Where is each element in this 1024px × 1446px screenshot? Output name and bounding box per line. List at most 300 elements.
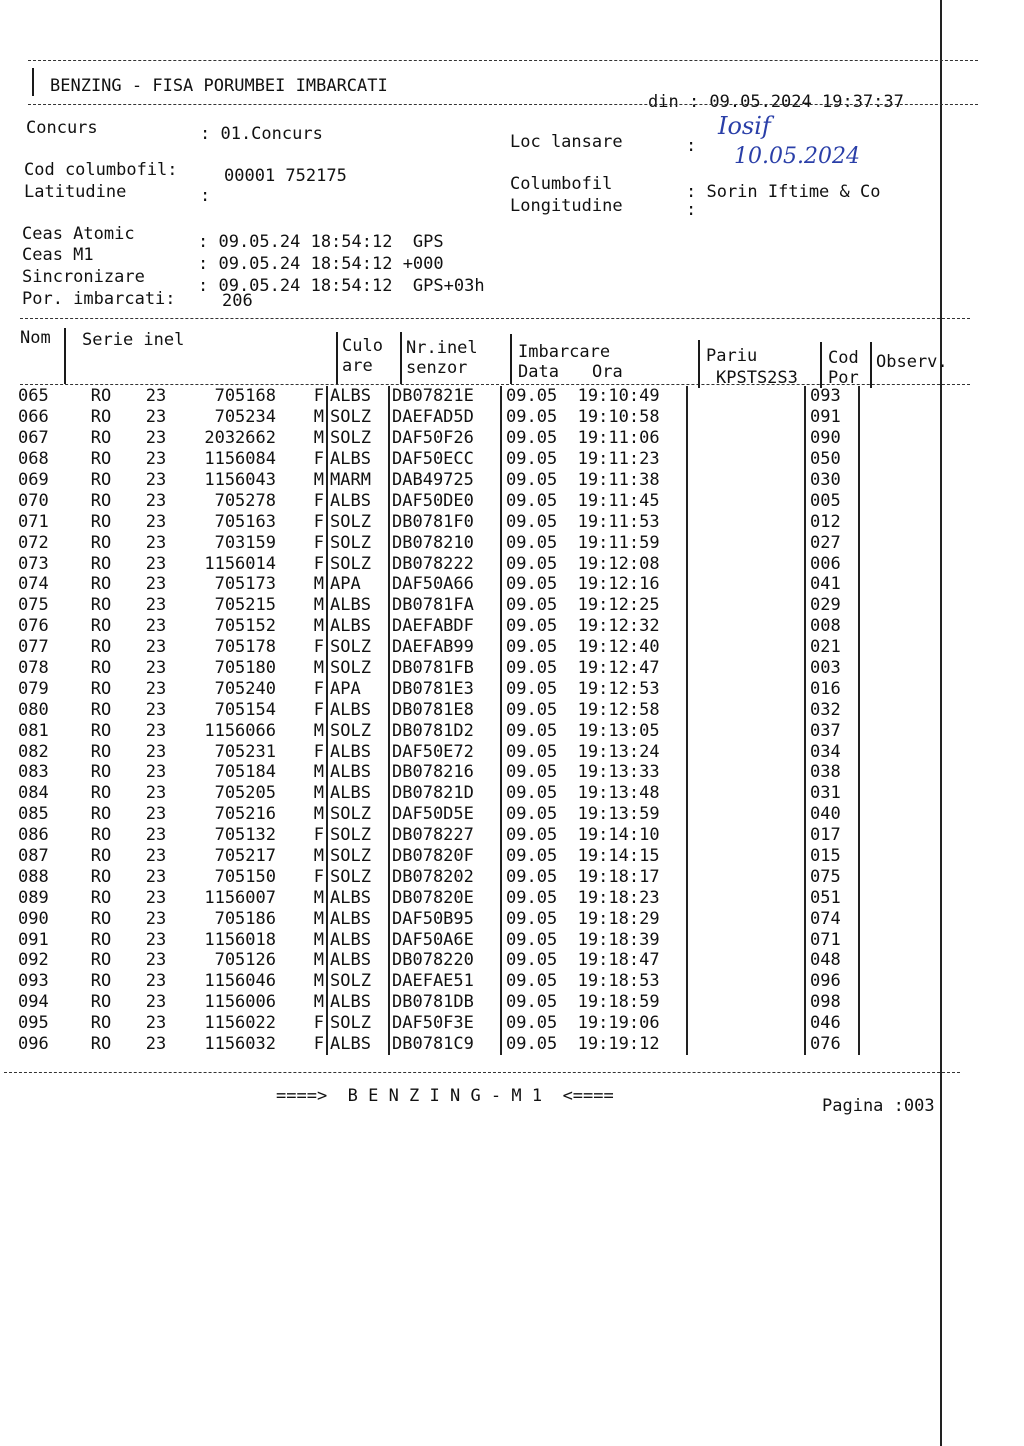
row-ora: 19:14:10 bbox=[577, 825, 660, 846]
row-an: 23 bbox=[145, 804, 167, 825]
sincronizare-label: Sincronizare bbox=[22, 267, 145, 287]
col-senzor-header-1: Nr.inel bbox=[406, 338, 478, 358]
table-row bbox=[18, 1034, 920, 1055]
row-sex: F bbox=[313, 1034, 324, 1055]
footer-banner: ====> B E N Z I N G - M 1 <==== bbox=[276, 1086, 614, 1106]
row-pariu bbox=[687, 971, 805, 992]
row-sex: M bbox=[313, 887, 324, 908]
row-data-ora bbox=[501, 637, 687, 658]
handwritten-name: Iosif bbox=[718, 112, 771, 140]
row-nom: 081 bbox=[18, 720, 49, 741]
row-ora: 19:11:06 bbox=[577, 428, 660, 449]
row-senzor: DAB49725 bbox=[389, 470, 501, 491]
row-pariu bbox=[687, 574, 805, 595]
table-row bbox=[18, 678, 920, 699]
row-culoare: SOLZ bbox=[327, 553, 389, 574]
row-tara: RO bbox=[90, 428, 112, 449]
col-data-header: Data bbox=[518, 362, 559, 382]
row-inel: 1156084 bbox=[204, 449, 276, 470]
row-senzor: DAEFAE51 bbox=[389, 971, 501, 992]
row-an: 23 bbox=[145, 1034, 167, 1055]
row-inel: 705168 bbox=[214, 386, 276, 407]
row-data: 09.05 bbox=[506, 992, 558, 1013]
row-sex: F bbox=[313, 678, 324, 699]
row-ora: 19:12:47 bbox=[577, 658, 660, 679]
row-senzor: DAF50E72 bbox=[389, 741, 501, 762]
row-observ bbox=[859, 470, 920, 491]
paper-edge-line bbox=[940, 0, 942, 1446]
row-an: 23 bbox=[145, 866, 167, 887]
row-data-ora bbox=[501, 532, 687, 553]
row-data-ora bbox=[501, 950, 687, 971]
row-data-ora bbox=[501, 971, 687, 992]
table-row bbox=[18, 511, 920, 532]
row-ora: 19:14:15 bbox=[577, 846, 660, 867]
row-pariu bbox=[687, 699, 805, 720]
table-row bbox=[18, 971, 920, 992]
row-inel: 705180 bbox=[214, 658, 276, 679]
row-ora: 19:13:24 bbox=[577, 741, 660, 762]
row-culoare: SOLZ bbox=[327, 720, 389, 741]
row-pariu bbox=[687, 1013, 805, 1034]
row-ora: 19:12:32 bbox=[577, 616, 660, 637]
row-observ bbox=[859, 449, 920, 470]
row-tara: RO bbox=[90, 637, 112, 658]
row-nom: 087 bbox=[18, 846, 49, 867]
col-sep-cod bbox=[820, 342, 822, 388]
row-cod: 037 bbox=[805, 720, 859, 741]
row-observ bbox=[859, 490, 920, 511]
row-nom: 093 bbox=[18, 971, 49, 992]
row-inel: 1156006 bbox=[204, 992, 276, 1013]
row-observ bbox=[859, 699, 920, 720]
row-culoare: MARM bbox=[327, 470, 389, 491]
row-an: 23 bbox=[145, 741, 167, 762]
row-data: 09.05 bbox=[506, 950, 558, 971]
row-pariu bbox=[687, 678, 805, 699]
table-bottom-rule bbox=[4, 1072, 960, 1073]
row-culoare: SOLZ bbox=[327, 428, 389, 449]
row-culoare: SOLZ bbox=[327, 407, 389, 428]
row-data: 09.05 bbox=[506, 804, 558, 825]
row-cod: 003 bbox=[805, 658, 859, 679]
row-tara: RO bbox=[90, 386, 112, 407]
row-inel: 705215 bbox=[214, 595, 276, 616]
row-tara: RO bbox=[90, 699, 112, 720]
row-observ bbox=[859, 407, 920, 428]
row-observ bbox=[859, 658, 920, 679]
sincronizare-value: : 09.05.24 18:54:12 GPS+03h bbox=[198, 276, 485, 296]
row-pariu bbox=[687, 992, 805, 1013]
row-nom: 094 bbox=[18, 992, 49, 1013]
row-data-ora bbox=[501, 866, 687, 887]
row-nom: 085 bbox=[18, 804, 49, 825]
row-senzor: DB0781E3 bbox=[389, 678, 501, 699]
row-inel: 705278 bbox=[214, 490, 276, 511]
row-tara: RO bbox=[90, 720, 112, 741]
row-an: 23 bbox=[145, 908, 167, 929]
row-data-ora bbox=[501, 699, 687, 720]
row-cod: 027 bbox=[805, 532, 859, 553]
row-pariu bbox=[687, 908, 805, 929]
row-tara: RO bbox=[90, 741, 112, 762]
row-culoare: APA bbox=[327, 678, 389, 699]
row-observ bbox=[859, 929, 920, 950]
row-nom: 095 bbox=[18, 1013, 49, 1034]
loc-lansare-label: Loc lansare bbox=[510, 132, 623, 152]
row-inel: 705216 bbox=[214, 804, 276, 825]
row-pariu bbox=[687, 658, 805, 679]
row-senzor: DAEFAB99 bbox=[389, 637, 501, 658]
row-data: 09.05 bbox=[506, 971, 558, 992]
row-observ bbox=[859, 553, 920, 574]
row-tara: RO bbox=[90, 658, 112, 679]
row-an: 23 bbox=[145, 428, 167, 449]
row-cod: 098 bbox=[805, 992, 859, 1013]
row-observ bbox=[859, 846, 920, 867]
row-senzor: DB078210 bbox=[389, 532, 501, 553]
header-top-rule bbox=[28, 60, 978, 61]
row-nom: 072 bbox=[18, 532, 49, 553]
row-ora: 19:13:59 bbox=[577, 804, 660, 825]
row-tara: RO bbox=[90, 511, 112, 532]
row-pariu bbox=[687, 532, 805, 553]
row-an: 23 bbox=[145, 929, 167, 950]
row-an: 23 bbox=[145, 887, 167, 908]
row-sex: M bbox=[313, 428, 324, 449]
table-row bbox=[18, 846, 920, 867]
row-nom: 071 bbox=[18, 511, 49, 532]
row-cod: 006 bbox=[805, 553, 859, 574]
row-inel: 705154 bbox=[214, 699, 276, 720]
row-observ bbox=[859, 386, 920, 407]
row-cod: 046 bbox=[805, 1013, 859, 1034]
row-senzor: DB0781C9 bbox=[389, 1034, 501, 1055]
col-observ-header: Observ. bbox=[876, 352, 948, 372]
row-senzor: DB0781E8 bbox=[389, 699, 501, 720]
row-tara: RO bbox=[90, 908, 112, 929]
header-left-bar bbox=[32, 68, 34, 96]
row-observ bbox=[859, 950, 920, 971]
row-sex: M bbox=[313, 971, 324, 992]
row-senzor: DB078222 bbox=[389, 553, 501, 574]
row-an: 23 bbox=[145, 637, 167, 658]
col-sep-nom bbox=[64, 328, 66, 384]
row-data: 09.05 bbox=[506, 762, 558, 783]
row-data-ora bbox=[501, 846, 687, 867]
row-senzor: DB0781FB bbox=[389, 658, 501, 679]
col-sep-imbarcare bbox=[510, 334, 512, 384]
row-ora: 19:12:58 bbox=[577, 699, 660, 720]
row-sex: M bbox=[313, 846, 324, 867]
row-ora: 19:11:53 bbox=[577, 511, 660, 532]
row-inel: 705184 bbox=[214, 762, 276, 783]
row-culoare: SOLZ bbox=[327, 637, 389, 658]
row-data-ora bbox=[501, 992, 687, 1013]
row-sex: M bbox=[313, 470, 324, 490]
row-cod: 075 bbox=[805, 866, 859, 887]
row-data: 09.05 bbox=[506, 616, 558, 637]
row-ora: 19:11:23 bbox=[577, 449, 660, 470]
pigeon-table-body bbox=[18, 386, 920, 1055]
col-culoare-header-2: are bbox=[342, 356, 373, 376]
row-ora: 19:18:59 bbox=[577, 992, 660, 1013]
row-nom: 086 bbox=[18, 825, 49, 846]
table-row bbox=[18, 929, 920, 950]
row-nom: 089 bbox=[18, 887, 49, 908]
row-senzor: DB0781DB bbox=[389, 992, 501, 1013]
row-cod: 015 bbox=[805, 846, 859, 867]
row-sex: F bbox=[313, 741, 324, 762]
row-sex: M bbox=[313, 804, 324, 825]
row-cod: 029 bbox=[805, 595, 859, 616]
row-data-ora bbox=[501, 658, 687, 679]
row-cod: 096 bbox=[805, 971, 859, 992]
row-pariu bbox=[687, 511, 805, 532]
row-pariu bbox=[687, 825, 805, 846]
row-sex: M bbox=[313, 720, 324, 741]
row-sex: F bbox=[313, 699, 324, 720]
row-senzor: DB078227 bbox=[389, 825, 501, 846]
row-culoare: ALBS bbox=[327, 595, 389, 616]
row-data: 09.05 bbox=[506, 846, 558, 867]
row-observ bbox=[859, 511, 920, 532]
latitudine-value: : bbox=[200, 186, 211, 206]
row-an: 23 bbox=[145, 470, 167, 490]
row-an: 23 bbox=[145, 783, 167, 804]
row-tara: RO bbox=[90, 825, 112, 846]
row-observ bbox=[859, 720, 920, 741]
row-nom: 096 bbox=[18, 1034, 49, 1055]
table-row bbox=[18, 532, 920, 553]
row-an: 23 bbox=[145, 490, 167, 511]
col-pariu-header-2: KPSTS2S3 bbox=[716, 368, 798, 388]
row-tara: RO bbox=[90, 678, 112, 699]
row-culoare: ALBS bbox=[327, 950, 389, 971]
row-pariu bbox=[687, 1034, 805, 1055]
row-pariu bbox=[687, 720, 805, 741]
row-observ bbox=[859, 1013, 920, 1034]
row-nom: 073 bbox=[18, 553, 49, 574]
row-cod: 031 bbox=[805, 783, 859, 804]
row-senzor: DAF50D5E bbox=[389, 804, 501, 825]
row-ora: 19:10:58 bbox=[577, 407, 660, 428]
row-culoare: ALBS bbox=[327, 762, 389, 783]
row-culoare: SOLZ bbox=[327, 804, 389, 825]
row-data: 09.05 bbox=[506, 428, 558, 449]
row-tara: RO bbox=[90, 762, 112, 783]
row-data-ora bbox=[501, 1034, 687, 1055]
col-sep-pariu bbox=[698, 340, 700, 388]
row-cod: 017 bbox=[805, 825, 859, 846]
row-data-ora bbox=[501, 908, 687, 929]
row-pariu bbox=[687, 950, 805, 971]
row-observ bbox=[859, 428, 920, 449]
table-row bbox=[18, 595, 920, 616]
row-data-ora bbox=[501, 678, 687, 699]
row-senzor: DB07820F bbox=[389, 846, 501, 867]
col-culoare-header-1: Culo bbox=[342, 336, 383, 356]
row-sex: M bbox=[313, 574, 324, 595]
row-tara: RO bbox=[90, 449, 112, 470]
row-data: 09.05 bbox=[506, 783, 558, 804]
row-cod: 016 bbox=[805, 678, 859, 699]
row-data: 09.05 bbox=[506, 929, 558, 950]
row-data-ora bbox=[501, 762, 687, 783]
row-cod: 074 bbox=[805, 908, 859, 929]
row-inel: 705231 bbox=[214, 741, 276, 762]
row-nom: 084 bbox=[18, 783, 49, 804]
row-senzor: DB078220 bbox=[389, 950, 501, 971]
row-nom: 075 bbox=[18, 595, 49, 616]
row-data: 09.05 bbox=[506, 741, 558, 762]
row-sex: F bbox=[313, 386, 324, 407]
table-row bbox=[18, 407, 920, 428]
columbofil-label: Columbofil bbox=[510, 174, 613, 194]
row-ora: 19:18:29 bbox=[577, 908, 660, 929]
row-an: 23 bbox=[145, 950, 167, 971]
row-tara: RO bbox=[90, 490, 112, 511]
row-cod: 038 bbox=[805, 762, 859, 783]
row-sex: M bbox=[313, 783, 324, 804]
row-senzor: DAF50F26 bbox=[389, 428, 501, 449]
page-number: Pagina :003 bbox=[822, 1096, 935, 1116]
row-cod: 050 bbox=[805, 449, 859, 470]
handwritten-date: 10.05.2024 bbox=[734, 144, 860, 169]
row-senzor: DB0781F0 bbox=[389, 511, 501, 532]
row-pariu bbox=[687, 804, 805, 825]
row-sex: M bbox=[313, 595, 324, 616]
row-senzor: DB07821E bbox=[389, 386, 501, 407]
row-pariu bbox=[687, 929, 805, 950]
row-sex: F bbox=[313, 866, 324, 887]
row-ora: 19:19:12 bbox=[577, 1034, 660, 1055]
row-pariu bbox=[687, 887, 805, 908]
row-data-ora bbox=[501, 929, 687, 950]
row-inel: 1156043 bbox=[204, 470, 276, 490]
row-senzor: DAEFABDF bbox=[389, 616, 501, 637]
col-ora-header: Ora bbox=[592, 362, 623, 382]
row-inel: 705173 bbox=[214, 574, 276, 595]
row-data: 09.05 bbox=[506, 574, 558, 595]
page-title: BENZING - FISA PORUMBEI IMBARCATI bbox=[50, 76, 388, 96]
ceas-atomic-label: Ceas Atomic bbox=[22, 224, 135, 244]
row-observ bbox=[859, 804, 920, 825]
table-row bbox=[18, 428, 920, 449]
porumbei-imbarcati-value: 206 bbox=[222, 291, 253, 311]
row-sex: M bbox=[313, 950, 324, 971]
concurs-value: : 01.Concurs bbox=[200, 124, 323, 144]
row-nom: 088 bbox=[18, 866, 49, 887]
row-pariu bbox=[687, 490, 805, 511]
ceas-atomic-value: : 09.05.24 18:54:12 GPS bbox=[198, 232, 444, 252]
row-nom: 079 bbox=[18, 678, 49, 699]
row-inel: 1156046 bbox=[204, 971, 276, 992]
row-tara: RO bbox=[90, 1013, 112, 1034]
row-inel: 1156018 bbox=[204, 929, 276, 950]
latitudine-label: Latitudine bbox=[24, 182, 127, 202]
row-nom: 083 bbox=[18, 762, 49, 783]
row-nom: 065 bbox=[18, 386, 49, 407]
row-pariu bbox=[687, 553, 805, 574]
table-row bbox=[18, 720, 920, 741]
row-data-ora bbox=[501, 511, 687, 532]
row-data-ora bbox=[501, 595, 687, 616]
row-tara: RO bbox=[90, 804, 112, 825]
col-sep-culoare bbox=[336, 332, 338, 384]
row-ora: 19:12:40 bbox=[577, 637, 660, 658]
col-pariu-header-1: Pariu bbox=[706, 346, 758, 366]
row-an: 23 bbox=[145, 449, 167, 470]
row-culoare: SOLZ bbox=[327, 511, 389, 532]
table-row bbox=[18, 470, 920, 491]
row-cod: 051 bbox=[805, 887, 859, 908]
col-imbarcare-header: Imbarcare bbox=[518, 342, 611, 362]
row-observ bbox=[859, 762, 920, 783]
row-cod: 090 bbox=[805, 428, 859, 449]
row-data: 09.05 bbox=[506, 825, 558, 846]
row-inel: 705132 bbox=[214, 825, 276, 846]
row-an: 23 bbox=[145, 699, 167, 720]
row-culoare: SOLZ bbox=[327, 846, 389, 867]
row-inel: 1156014 bbox=[204, 553, 276, 574]
row-cod: 041 bbox=[805, 574, 859, 595]
row-data: 09.05 bbox=[506, 386, 558, 407]
row-tara: RO bbox=[90, 574, 112, 595]
row-data: 09.05 bbox=[506, 553, 558, 574]
row-observ bbox=[859, 637, 920, 658]
row-ora: 19:13:33 bbox=[577, 762, 660, 783]
row-nom: 092 bbox=[18, 950, 49, 971]
table-row bbox=[18, 992, 920, 1013]
row-ora: 19:19:06 bbox=[577, 1013, 660, 1034]
row-inel: 705178 bbox=[214, 637, 276, 658]
row-nom: 080 bbox=[18, 699, 49, 720]
row-cod: 008 bbox=[805, 616, 859, 637]
row-sex: F bbox=[313, 490, 324, 511]
row-an: 23 bbox=[145, 511, 167, 532]
row-culoare: ALBS bbox=[327, 1034, 389, 1055]
table-header-top-rule bbox=[20, 318, 970, 319]
row-nom: 090 bbox=[18, 908, 49, 929]
row-cod: 032 bbox=[805, 699, 859, 720]
row-pariu bbox=[687, 407, 805, 428]
row-tara: RO bbox=[90, 887, 112, 908]
row-data: 09.05 bbox=[506, 511, 558, 532]
row-data-ora bbox=[501, 553, 687, 574]
col-sep-observ bbox=[870, 342, 872, 388]
row-senzor: DB078202 bbox=[389, 866, 501, 887]
row-data: 09.05 bbox=[506, 470, 558, 490]
row-ora: 19:10:49 bbox=[577, 386, 660, 407]
row-cod: 040 bbox=[805, 804, 859, 825]
row-sex: M bbox=[313, 616, 324, 637]
row-sex: M bbox=[313, 908, 324, 929]
row-cod: 005 bbox=[805, 490, 859, 511]
cod-columbofil-value: 00001 752175 bbox=[224, 166, 347, 186]
row-tara: RO bbox=[90, 532, 112, 553]
row-ora: 19:11:38 bbox=[577, 470, 660, 490]
table-row bbox=[18, 553, 920, 574]
table-row bbox=[18, 386, 920, 407]
row-an: 23 bbox=[145, 678, 167, 699]
row-pariu bbox=[687, 783, 805, 804]
header-bottom-rule bbox=[28, 104, 978, 105]
row-data-ora bbox=[501, 783, 687, 804]
pigeon-table bbox=[18, 386, 920, 1055]
row-tara: RO bbox=[90, 846, 112, 867]
row-observ bbox=[859, 971, 920, 992]
